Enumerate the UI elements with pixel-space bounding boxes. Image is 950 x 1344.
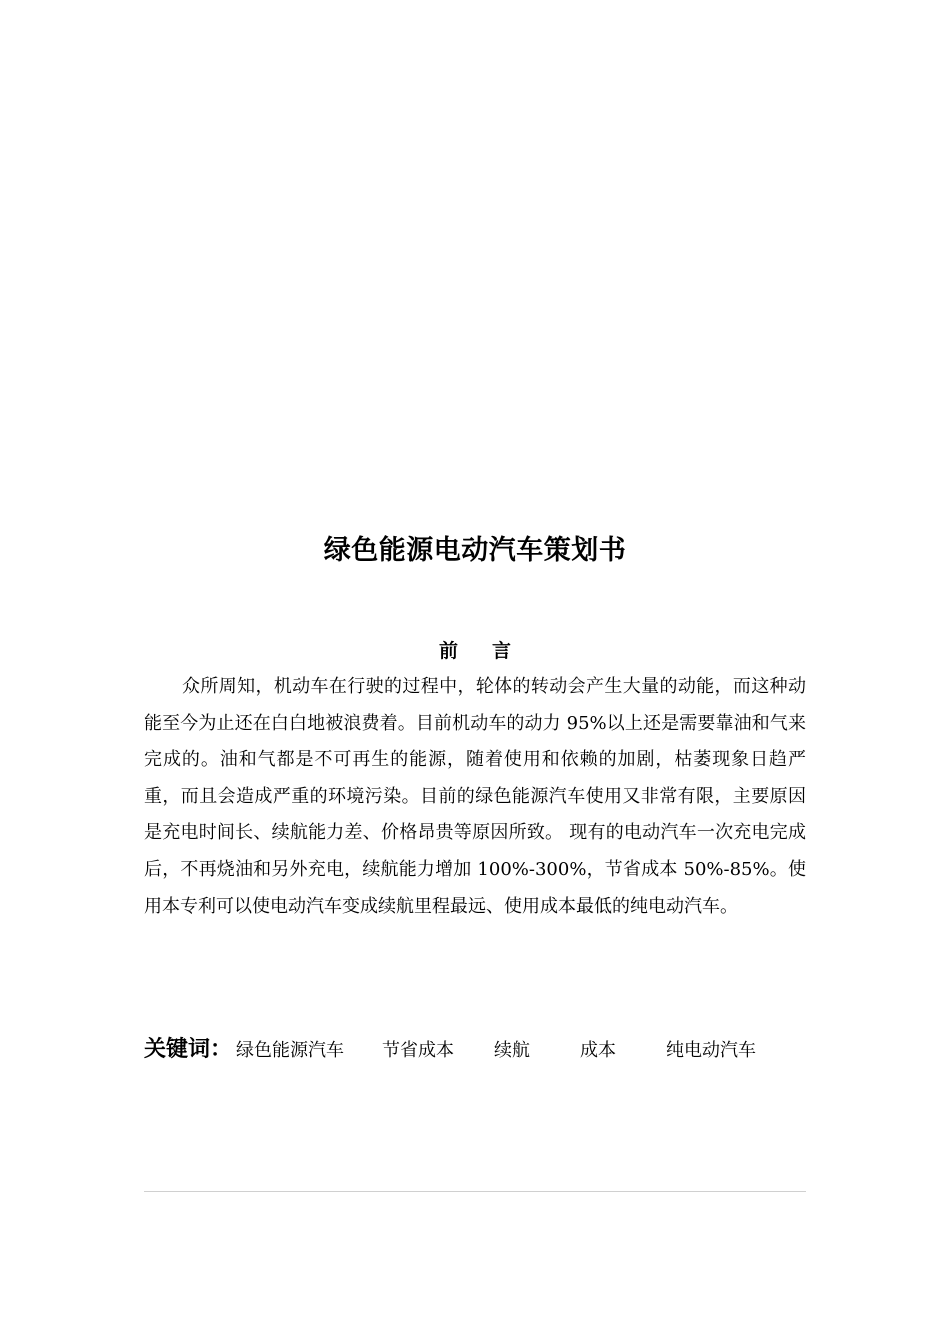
preface-heading: 前言 [438, 640, 545, 662]
keyword-item: 续航 [494, 1040, 531, 1061]
keyword-item: 节省成本 [382, 1040, 455, 1061]
keywords-row [144, 1032, 844, 1066]
document-title: 绿色能源电动汽车策划书 [323, 535, 627, 566]
keywords-label: 关键词： [144, 1037, 233, 1062]
footer-divider [144, 1191, 806, 1192]
keyword-item: 纯电动汽车 [666, 1040, 757, 1061]
keyword-item: 成本 [580, 1040, 617, 1061]
preface-paragraph: 众所周知，机动车在行驶的过程中，轮体的转动会产生大量的动能，而这种动能至今为止还在白白地被浪费着。目前机动车的动力 95%以上还是需要靠油和气来完成的。油和气都是不可再生的能源，随着使用和依赖的加剧，枯萎现象日趋严重，而且会造成严重的环境污染。目前的绿色能源汽车使用又非常有限，主要原因是充电时间长、续航能力差、价格昂贵等原因所致。 现有的电动汽车一次充电完成后，不再烧油和另外充电，续航能力增加 100%-300%，节省成本 50%-85%。使用本专利可以使电动汽车变成续航里程最远、使用成本最低的纯电动汽车。 [144, 676, 806, 917]
keyword-item: 绿色能源汽车 [236, 1040, 345, 1061]
